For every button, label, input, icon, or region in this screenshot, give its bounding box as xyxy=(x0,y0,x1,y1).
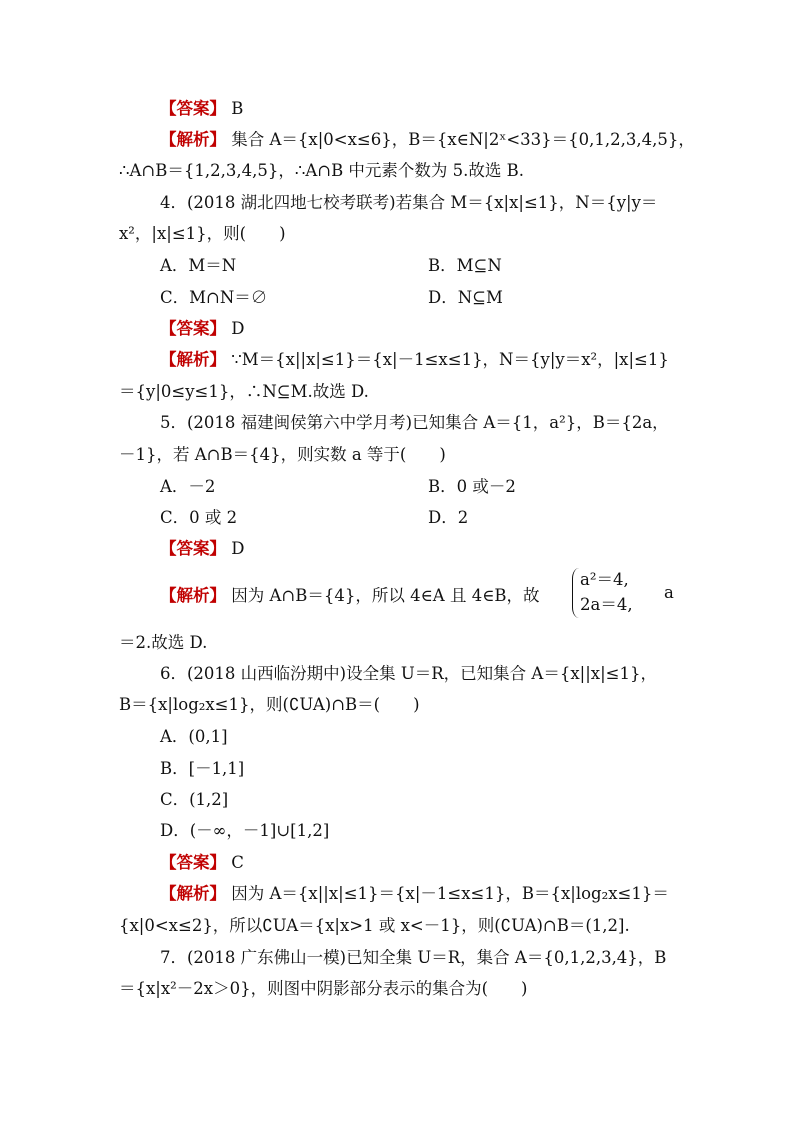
question-7-stem-cont: ＝{x|x²－2x＞0}，则图中阴影部分表示的集合为( ) xyxy=(119,979,528,998)
analysis-text: 因为 A∩B＝{4}，所以 4∈A 且 4∈B，故 xyxy=(231,586,540,605)
question-6-option-a: A．(0,1] xyxy=(160,727,228,746)
question-6-option-c: C．(1,2] xyxy=(160,790,229,809)
question-4-stem: 4．(2018 湖北四地七校考联考)若集合 M＝{x|x|≤1}，N＝{y|y＝ xyxy=(160,193,658,212)
question-6-option-b: B．[－1,1] xyxy=(160,759,245,778)
analysis-line-6 xyxy=(160,882,720,906)
analysis-tag: 【解析】 xyxy=(160,130,226,149)
question-5-options-cd xyxy=(160,506,720,530)
option-d: D．N⊆M xyxy=(428,288,503,307)
analysis-text: 因为 A＝{x||x|≤1}＝{x|－1≤x≤1}，B＝{x|log₂x≤1}＝ xyxy=(231,884,669,903)
analysis-line-4 xyxy=(160,348,720,372)
question-6-stem-cont: B＝{x|log₂x≤1}，则(∁UA)∩B＝( ) xyxy=(119,695,420,714)
question-5-stem: 5．(2018 福建闽侯第六中学月考)已知集合 A＝{1，a²}，B＝{2a， xyxy=(160,413,669,432)
question-5-stem-cont: －1}，若 A∩B＝{4}，则实数 a 等于( ) xyxy=(119,445,446,464)
answer-tag: 【答案】 xyxy=(160,539,226,558)
answer-line-4 xyxy=(160,317,720,341)
answer-line-6 xyxy=(160,851,720,875)
equation-row-2: 2a＝4, xyxy=(580,595,633,614)
equation-system xyxy=(572,568,674,620)
equation-row-1: a²＝4, xyxy=(580,570,629,589)
analysis-line-3 xyxy=(160,128,720,152)
question-6-option-d: D．(－∞，－1]∪[1,2] xyxy=(160,821,330,840)
option-c: C．M∩N＝∅ xyxy=(160,288,268,307)
option-a: A．M＝N xyxy=(160,256,237,275)
analysis-cont-3: ∴A∩B＝{1,2,3,4,5}，∴A∩B 中元素个数为 5.故选 B. xyxy=(119,161,525,180)
option-d: D．2 xyxy=(428,508,469,527)
left-brace xyxy=(572,568,579,618)
analysis-cont-4: ＝{y|0≤y≤1}，∴N⊆M.故选 D. xyxy=(119,382,369,401)
question-4-options-ab xyxy=(160,254,720,278)
answer-text: D xyxy=(231,539,245,558)
option-c: C．0 或 2 xyxy=(160,508,238,527)
question-7-stem: 7．(2018 广东佛山一模)已知全集 U＝R，集合 A＝{0,1,2,3,4}，B xyxy=(160,948,667,967)
analysis-cont-5: ＝2.故选 D. xyxy=(119,633,208,652)
analysis-tag: 【解析】 xyxy=(160,586,226,605)
option-b: B．0 或－2 xyxy=(428,477,516,496)
answer-text: C xyxy=(231,853,244,872)
analysis-text: 集合 A＝{x|0<x≤6}，B＝{x∈N|2ˣ<33}＝{0,1,2,3,4,5}， xyxy=(231,130,695,149)
answer-text: D xyxy=(231,319,245,338)
answer-tag: 【答案】 xyxy=(160,319,226,338)
question-5-options-ab xyxy=(160,475,720,499)
analysis-cont-6: {x|0<x≤2}，所以∁UA＝{x|x>1 或 x<－1}，则(∁UA)∩B＝(1,2]. xyxy=(119,916,630,935)
analysis-tag: 【解析】 xyxy=(160,884,226,903)
answer-line-3 xyxy=(160,97,720,121)
option-a: A．－2 xyxy=(160,477,216,496)
question-4-options-cd xyxy=(160,286,720,310)
answer-tag: 【答案】 xyxy=(160,853,226,872)
answer-line-5 xyxy=(160,537,720,561)
option-b: B．M⊆N xyxy=(428,256,502,275)
answer-text: B xyxy=(231,99,244,118)
equation-trailing-var: a xyxy=(664,583,674,602)
question-6-stem: 6．(2018 山西临汾期中)设全集 U＝R，已知集合 A＝{x||x|≤1}， xyxy=(160,664,657,683)
analysis-tag: 【解析】 xyxy=(160,350,226,369)
answer-tag: 【答案】 xyxy=(160,99,226,118)
analysis-text: ∵M＝{x||x|≤1}＝{x|－1≤x≤1}，N＝{y|y＝x²，|x|≤1} xyxy=(231,350,669,369)
question-4-stem-cont: x²，|x|≤1}，则( ) xyxy=(119,224,286,243)
